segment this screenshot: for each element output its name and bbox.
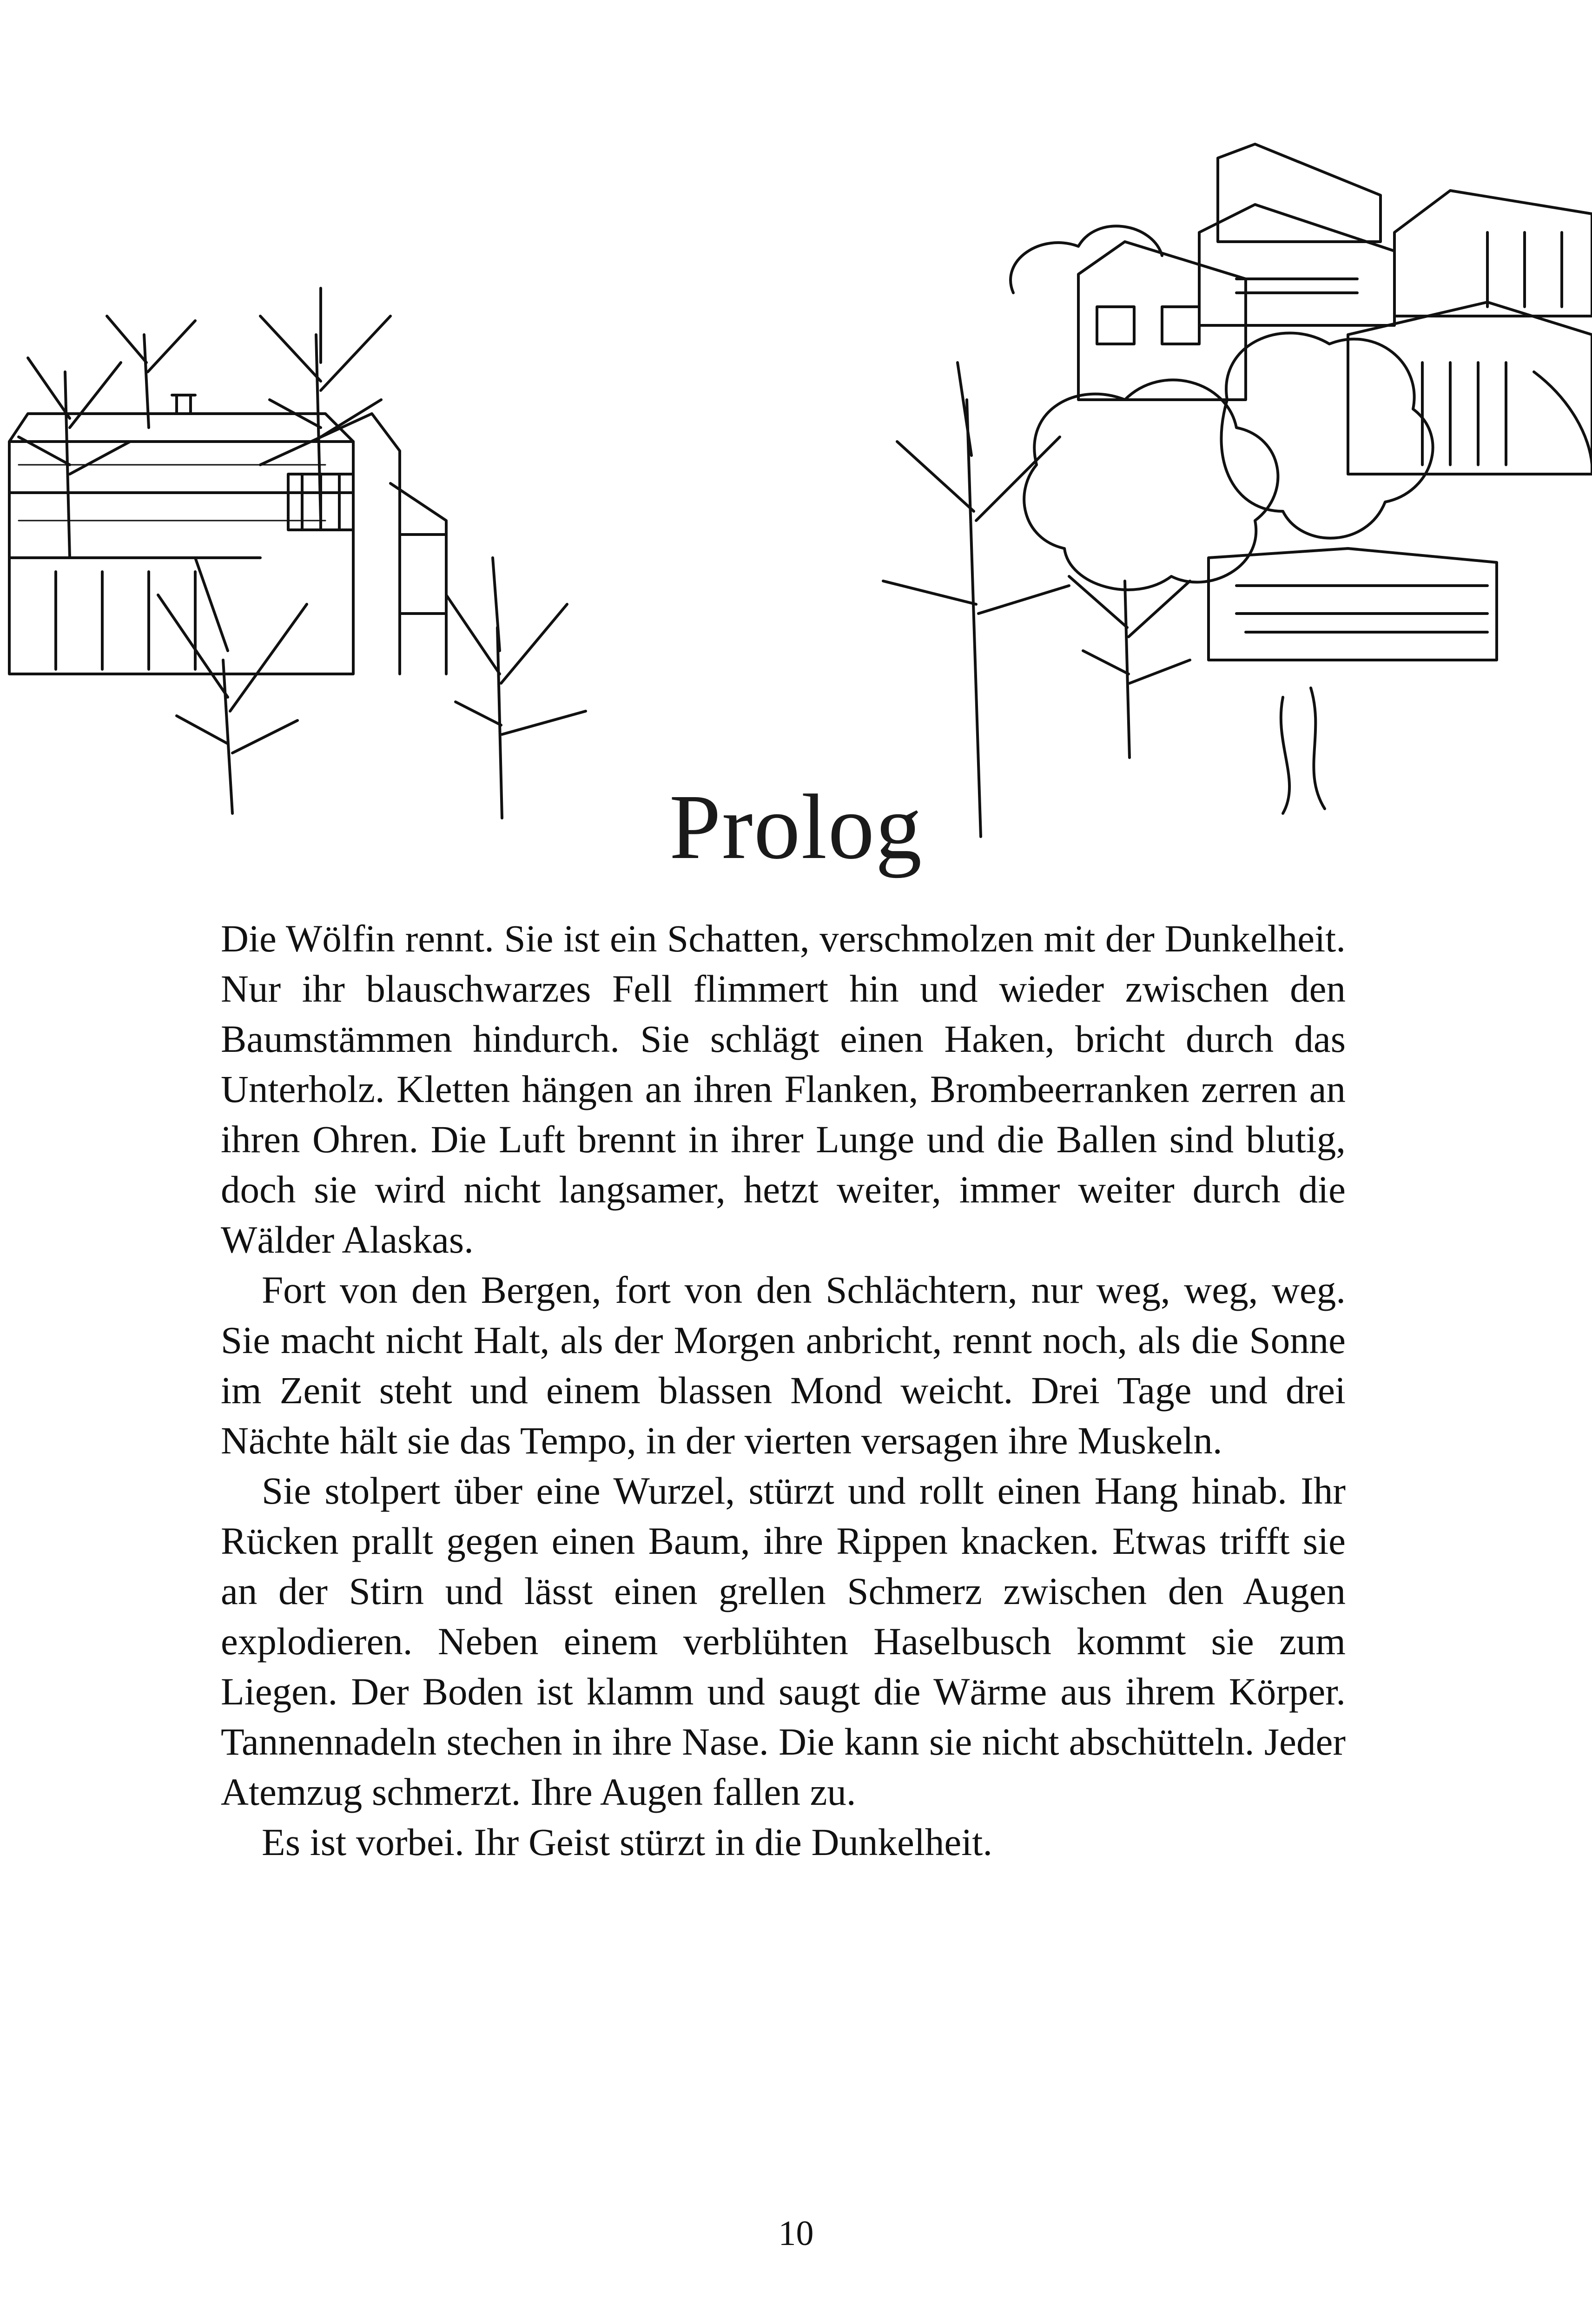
paragraph: Sie stolpert über eine Wurzel, stürzt und rollt einen Hang hinab. Ihr Rücken prallt gegen einen Baum, ihre Rippen knacken. Etwas trifft sie an der Stirn und lässt einen grellen Schmerz zwischen den Augen explodieren. Neben einem verblühten Haselbusch kommt sie zum Liegen. Der Boden ist klamm und saugt die Wärme aus ihrem Körper. Tannennadeln stechen in ihre Nase. Die kann sie nicht abschütteln. Jeder Atemzug schmerzt. Ihre Augen fallen zu. bbox=[221, 1469, 1346, 1813]
barn-drawing bbox=[9, 395, 446, 674]
paragraph: Die Wölfin rennt. Sie ist ein Schatten, verschmolzen mit der Dunkelheit. Nur ihr blauschwarzes Fell flimmert hin und wieder zwischen den Baumstämmen hindurch. Sie schlägt einen Haken, bricht durch das Unterholz. Kletten hängen an ihren Flanken, Brombeerranken zerren an ihren Ohren. Die Luft brennt in ihrer Lunge und die Ballen sind blutig, doch sie wird nicht langsamer, hetzt weiter, immer weiter durch die Wälder Alaskas. bbox=[221, 917, 1346, 1261]
village-forest-illustration bbox=[0, 139, 1592, 860]
paragraph: Fort von den Bergen, fort von den Schlächtern, nur weg, weg, weg. Sie macht nicht Halt, als der Morgen anbricht, rennt noch, als die Sonne im Zenit steht und einem blassen Mond weicht. Drei Tage und drei Nächte hält sie das Tempo, in der vierten versagen ihre Muskeln. bbox=[221, 1268, 1346, 1462]
hillside-village-drawing bbox=[1078, 144, 1592, 660]
chapter-title: Prolog bbox=[669, 776, 923, 878]
paragraph: Es ist vorbei. Ihr Geist stürzt in die Dunkelheit. bbox=[262, 1821, 993, 1863]
chapter-body bbox=[221, 913, 1346, 1867]
bare-trees-left bbox=[19, 288, 586, 818]
page-number: 10 bbox=[778, 2214, 814, 2253]
trees-right bbox=[883, 226, 1592, 837]
